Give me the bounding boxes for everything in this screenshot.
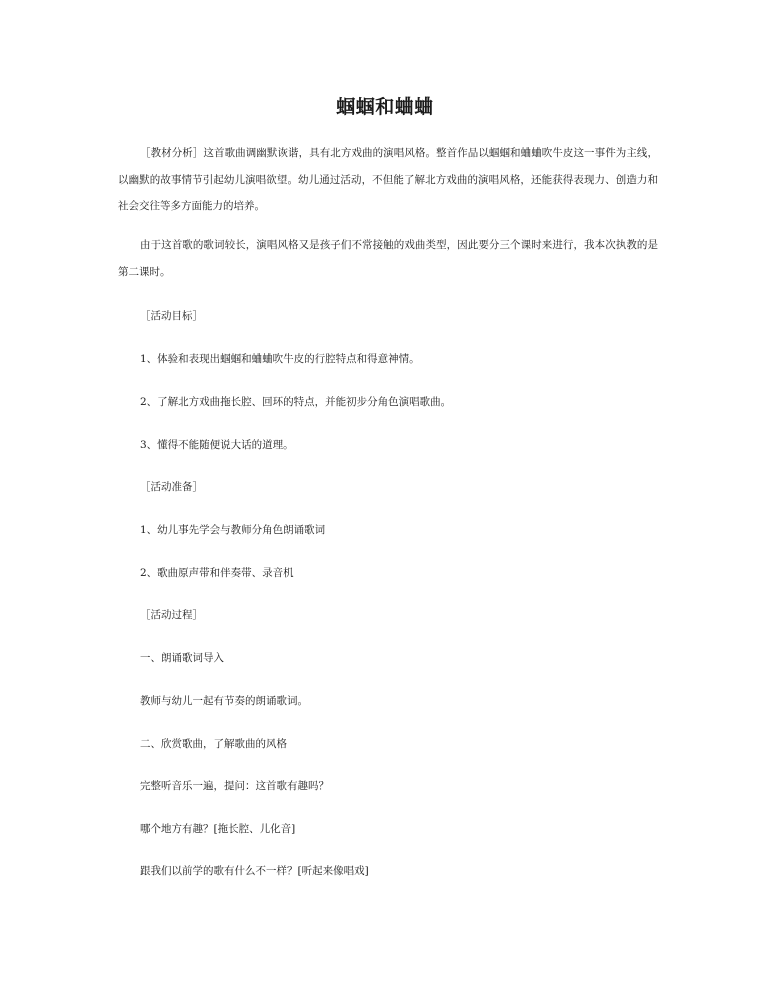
heading-activity-goals: ［活动目标］: [140, 310, 203, 322]
process-step-1: 一、朗诵歌词导入: [140, 652, 224, 664]
heading-activity-process: ［活动过程］: [140, 609, 203, 621]
preparation-item-1: 1、幼儿事先学会与教师分角色朗诵歌词: [140, 524, 326, 536]
process-step-2: 二、欣赏歌曲，了解歌曲的风格: [140, 738, 287, 750]
document-title: 蝈蝈和蛐蛐: [336, 96, 434, 118]
process-step-2-detail-1: 完整听音乐一遍，提问：这首歌有趣吗？: [140, 780, 329, 792]
paragraph-material-analysis: ［教材分析］这首歌曲调幽默诙谐，具有北方戏曲的演唱风格。整首作品以蝈蝈和蛐蛐吹牛皮这一事件为主线，以幽默的故事情节引起幼儿演唱欲望。幼儿通过活动，不但能了解北方戏曲的演唱风格，还能获得表现力、创造力和社会交往等多方面能力的培养。: [118, 147, 658, 212]
preparation-item-2: 2、歌曲原声带和伴奏带、录音机: [140, 567, 294, 579]
process-step-2-detail-2: 哪个地方有趣？[拖长腔、儿化音]: [140, 823, 296, 835]
paragraph-lesson-note: 由于这首歌的歌词较长，演唱风格又是孩子们不常接触的戏曲类型，因此要分三个课时来进行，我本次执教的是第二课时。: [118, 239, 658, 278]
heading-activity-preparation: ［活动准备］: [140, 481, 203, 493]
goal-item-1: 1、体验和表现出蝈蝈和蛐蛐吹牛皮的行腔特点和得意神情。: [140, 353, 420, 365]
goal-item-3: 3、懂得不能随便说大话的道理。: [140, 439, 294, 451]
process-step-1-detail: 教师与幼儿一起有节奏的朗诵歌词。: [140, 695, 308, 707]
process-step-2-detail-3: 跟我们以前学的歌有什么不一样？[听起来像唱戏]: [140, 865, 369, 877]
goal-item-2: 2、了解北方戏曲拖长腔、回环的特点，并能初步分角色演唱歌曲。: [140, 396, 452, 408]
